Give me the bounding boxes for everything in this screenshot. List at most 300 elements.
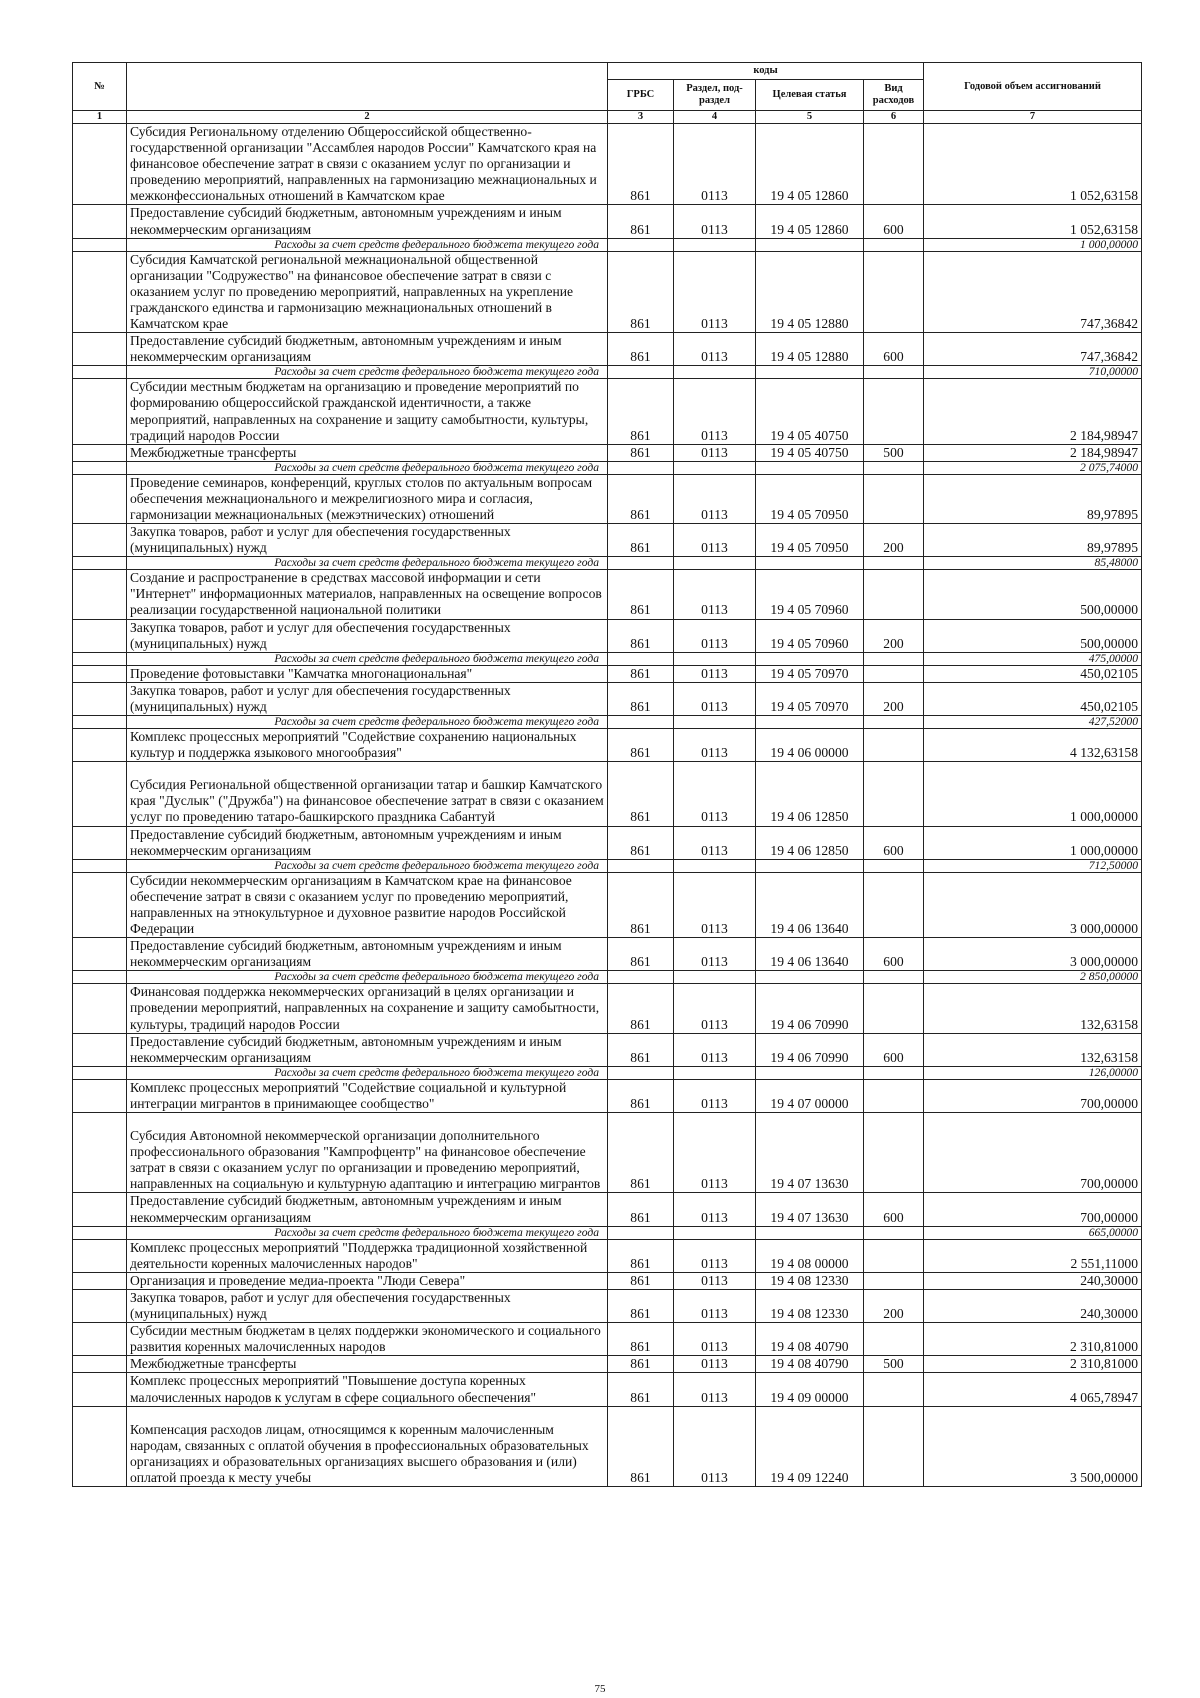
row-name: Расходы за счет средств федерального бюджета текущего года	[127, 859, 608, 872]
row-number-cell	[73, 1406, 127, 1487]
header-num-4: 4	[674, 111, 756, 124]
row-razdel: 0113	[674, 1356, 756, 1373]
row-target-article: 19 4 05 40750	[756, 379, 864, 444]
row-expense-type	[864, 124, 924, 205]
row-razdel: 0113	[674, 205, 756, 238]
row-name: Предоставление субсидий бюджетным, автономным учреждениям и иным некоммерческим организациям	[127, 1193, 608, 1226]
row-amount: 3 000,00000	[924, 938, 1142, 971]
table-row	[73, 251, 1142, 332]
row-target-article: 19 4 09 12240	[756, 1406, 864, 1487]
row-razdel: 0113	[674, 1079, 756, 1112]
row-grbs: 861	[608, 984, 674, 1033]
row-target-article: 19 4 08 00000	[756, 1239, 864, 1272]
federal-funding-row	[73, 859, 1142, 872]
row-razdel: 0113	[674, 333, 756, 366]
row-grbs: 861	[608, 1289, 674, 1322]
row-razdel: 0113	[674, 1239, 756, 1272]
row-grbs: 861	[608, 729, 674, 762]
table-row	[73, 984, 1142, 1033]
table-row	[73, 1033, 1142, 1066]
row-name: Субсидии некоммерческим организациям в Камчатском крае на финансовое обеспечение затрат в связи с оказанием услуг по проведению мероприятий, направленных на этнокультурное и духовное развитие народов Российской Федерации	[127, 872, 608, 937]
row-target-article: 19 4 06 70990	[756, 1033, 864, 1066]
row-razdel	[674, 557, 756, 570]
row-razdel	[674, 1066, 756, 1079]
row-target-article: 19 4 06 13640	[756, 938, 864, 971]
row-amount: 500,00000	[924, 570, 1142, 619]
table-row	[73, 474, 1142, 523]
row-expense-type: 500	[864, 1356, 924, 1373]
row-razdel: 0113	[674, 665, 756, 682]
row-expense-type	[864, 366, 924, 379]
table-row	[73, 826, 1142, 859]
row-expense-type	[864, 1079, 924, 1112]
row-name: Проведение фотовыставки "Камчатка многонациональная"	[127, 665, 608, 682]
row-expense-type	[864, 474, 924, 523]
table-row	[73, 444, 1142, 461]
row-amount: 1 000,00000	[924, 762, 1142, 826]
row-grbs: 861	[608, 938, 674, 971]
row-name: Расходы за счет средств федерального бюджета текущего года	[127, 557, 608, 570]
row-amount: 1 000,00000	[924, 826, 1142, 859]
row-number-cell	[73, 826, 127, 859]
row-grbs: 861	[608, 762, 674, 826]
row-expense-type: 200	[864, 1289, 924, 1322]
row-grbs: 861	[608, 826, 674, 859]
row-name: Закупка товаров, работ и услуг для обеспечения государственных (муниципальных) нужд	[127, 619, 608, 652]
row-expense-type	[864, 1406, 924, 1487]
row-expense-type: 600	[864, 1033, 924, 1066]
row-grbs: 861	[608, 379, 674, 444]
budget-table	[72, 62, 1142, 1487]
row-razdel: 0113	[674, 379, 756, 444]
federal-funding-row	[73, 652, 1142, 665]
row-expense-type: 600	[864, 938, 924, 971]
row-number-cell	[73, 1356, 127, 1373]
row-expense-type	[864, 984, 924, 1033]
row-expense-type: 500	[864, 444, 924, 461]
table-row	[73, 124, 1142, 205]
row-number-cell	[73, 1033, 127, 1066]
row-grbs	[608, 652, 674, 665]
row-expense-type	[864, 1272, 924, 1289]
row-target-article: 19 4 05 70970	[756, 682, 864, 715]
row-grbs: 861	[608, 1112, 674, 1193]
row-amount: 1 052,63158	[924, 205, 1142, 238]
table-row	[73, 1193, 1142, 1226]
row-target-article: 19 4 05 12880	[756, 251, 864, 332]
row-razdel	[674, 859, 756, 872]
row-grbs	[608, 461, 674, 474]
row-target-article: 19 4 08 40790	[756, 1356, 864, 1373]
table-row	[73, 1323, 1142, 1356]
table-row	[73, 1289, 1142, 1322]
table-row	[73, 1406, 1142, 1487]
row-number-cell	[73, 1079, 127, 1112]
row-razdel: 0113	[674, 1272, 756, 1289]
row-grbs: 861	[608, 524, 674, 557]
row-target-article	[756, 1066, 864, 1079]
row-name: Субсидии местным бюджетам на организацию и проведение мероприятий по формированию общероссийской гражданской идентичности, а также мероприятий, направленных на сохранение и защиту самобытности, культуры, традиций народов России	[127, 379, 608, 444]
row-razdel: 0113	[674, 570, 756, 619]
row-target-article: 19 4 06 00000	[756, 729, 864, 762]
row-razdel: 0113	[674, 474, 756, 523]
table-row	[73, 682, 1142, 715]
row-razdel: 0113	[674, 938, 756, 971]
row-name: Финансовая поддержка некоммерческих организаций в целях организации и проведении мероприятий, направленных на сохранение и защиту самобытности, культуры, традиций народов России	[127, 984, 608, 1033]
row-razdel	[674, 652, 756, 665]
row-number-cell	[73, 971, 127, 984]
federal-funding-row	[73, 238, 1142, 251]
row-number-cell	[73, 652, 127, 665]
row-number-cell	[73, 524, 127, 557]
row-amount: 4 065,78947	[924, 1373, 1142, 1406]
row-number-cell	[73, 1066, 127, 1079]
row-name: Субсидия Автономной некоммерческой организации дополнительного профессионального образования "Кампрофцентр" на финансовое обеспечение затрат в связи с оказанием услуг по организации и проведению мероприятий, направленных на социальную и культурную адаптацию и интеграцию мигрантов	[127, 1112, 608, 1193]
row-expense-type	[864, 570, 924, 619]
row-name: Расходы за счет средств федерального бюджета текущего года	[127, 1066, 608, 1079]
header-num-5: 5	[756, 111, 864, 124]
row-number-cell	[73, 1226, 127, 1239]
row-grbs	[608, 971, 674, 984]
row-amount: 665,00000	[924, 1226, 1142, 1239]
row-target-article	[756, 652, 864, 665]
row-razdel: 0113	[674, 984, 756, 1033]
table-row	[73, 1373, 1142, 1406]
row-target-article: 19 4 08 12330	[756, 1272, 864, 1289]
row-target-article	[756, 557, 864, 570]
row-expense-type	[864, 251, 924, 332]
table-row	[73, 379, 1142, 444]
row-number-cell	[73, 379, 127, 444]
row-grbs: 861	[608, 1239, 674, 1272]
row-expense-type	[864, 557, 924, 570]
row-name: Межбюджетные трансферты	[127, 444, 608, 461]
row-grbs: 861	[608, 251, 674, 332]
row-number-cell	[73, 762, 127, 826]
row-target-article	[756, 1226, 864, 1239]
row-expense-type	[864, 1373, 924, 1406]
row-grbs: 861	[608, 444, 674, 461]
row-expense-type	[864, 665, 924, 682]
header-num-3: 3	[608, 111, 674, 124]
row-target-article: 19 4 05 70960	[756, 570, 864, 619]
row-amount: 747,36842	[924, 251, 1142, 332]
row-razdel: 0113	[674, 682, 756, 715]
row-number-cell	[73, 570, 127, 619]
row-target-article: 19 4 05 12860	[756, 205, 864, 238]
row-amount: 85,48000	[924, 557, 1142, 570]
row-amount: 450,02105	[924, 665, 1142, 682]
table-row	[73, 1112, 1142, 1193]
row-expense-type: 200	[864, 682, 924, 715]
row-target-article: 19 4 06 70990	[756, 984, 864, 1033]
row-amount: 2 310,81000	[924, 1356, 1142, 1373]
row-name: Субсидия Камчатской региональной межнациональной общественной организации "Содружество" на финансовое обеспечение затрат в связи с оказанием услуг по проведению мероприятий, направленных на укрепление гражданского единства и гармонизацию межнациональных отношений в Камчатском крае	[127, 251, 608, 332]
row-number-cell	[73, 859, 127, 872]
row-target-article: 19 4 05 70950	[756, 524, 864, 557]
row-expense-type: 600	[864, 333, 924, 366]
row-grbs	[608, 1226, 674, 1239]
row-razdel: 0113	[674, 1373, 756, 1406]
row-expense-type	[864, 1226, 924, 1239]
row-target-article: 19 4 08 40790	[756, 1323, 864, 1356]
row-razdel: 0113	[674, 729, 756, 762]
row-amount: 747,36842	[924, 333, 1142, 366]
row-razdel	[674, 971, 756, 984]
row-amount: 1 000,00000	[924, 238, 1142, 251]
header-no: №	[73, 63, 127, 111]
header-num-2: 2	[127, 111, 608, 124]
row-amount: 427,52000	[924, 716, 1142, 729]
row-amount: 2 075,74000	[924, 461, 1142, 474]
row-number-cell	[73, 984, 127, 1033]
row-grbs	[608, 1066, 674, 1079]
row-target-article: 19 4 05 40750	[756, 444, 864, 461]
table-row	[73, 524, 1142, 557]
row-razdel: 0113	[674, 1112, 756, 1193]
row-number-cell	[73, 665, 127, 682]
row-name: Расходы за счет средств федерального бюджета текущего года	[127, 1226, 608, 1239]
row-grbs: 861	[608, 333, 674, 366]
header-name	[127, 63, 608, 111]
row-razdel: 0113	[674, 251, 756, 332]
row-expense-type	[864, 762, 924, 826]
table-row	[73, 1239, 1142, 1272]
row-number-cell	[73, 1239, 127, 1272]
table-body	[73, 124, 1142, 1487]
row-name: Расходы за счет средств федерального бюджета текущего года	[127, 716, 608, 729]
federal-funding-row	[73, 366, 1142, 379]
table-row	[73, 333, 1142, 366]
row-number-cell	[73, 729, 127, 762]
row-number-cell	[73, 1323, 127, 1356]
table-row	[73, 729, 1142, 762]
row-target-article: 19 4 05 12860	[756, 124, 864, 205]
row-grbs: 861	[608, 872, 674, 937]
row-amount: 700,00000	[924, 1079, 1142, 1112]
row-amount: 700,00000	[924, 1112, 1142, 1193]
row-expense-type: 200	[864, 619, 924, 652]
row-razdel: 0113	[674, 826, 756, 859]
row-number-cell	[73, 251, 127, 332]
header-cst: Целевая статья	[756, 80, 864, 111]
row-amount: 126,00000	[924, 1066, 1142, 1079]
row-number-cell	[73, 444, 127, 461]
row-number-cell	[73, 682, 127, 715]
row-expense-type	[864, 971, 924, 984]
row-amount: 2 310,81000	[924, 1323, 1142, 1356]
row-amount: 4 132,63158	[924, 729, 1142, 762]
row-amount: 3 000,00000	[924, 872, 1142, 937]
row-target-article: 19 4 07 13630	[756, 1112, 864, 1193]
page-number: 75	[594, 1683, 606, 1695]
row-expense-type	[864, 461, 924, 474]
row-amount: 89,97895	[924, 474, 1142, 523]
row-number-cell	[73, 333, 127, 366]
table-row	[73, 1079, 1142, 1112]
row-expense-type	[864, 652, 924, 665]
row-amount: 3 500,00000	[924, 1406, 1142, 1487]
row-grbs: 861	[608, 619, 674, 652]
row-razdel	[674, 461, 756, 474]
row-number-cell	[73, 205, 127, 238]
row-grbs	[608, 238, 674, 251]
table-row	[73, 619, 1142, 652]
row-name: Предоставление субсидий бюджетным, автономным учреждениям и иным некоммерческим организациям	[127, 826, 608, 859]
row-target-article: 19 4 05 12880	[756, 333, 864, 366]
row-amount: 132,63158	[924, 1033, 1142, 1066]
row-expense-type	[864, 1066, 924, 1079]
row-amount: 2 184,98947	[924, 444, 1142, 461]
row-name: Закупка товаров, работ и услуг для обеспечения государственных (муниципальных) нужд	[127, 524, 608, 557]
row-target-article: 19 4 08 12330	[756, 1289, 864, 1322]
row-number-cell	[73, 124, 127, 205]
row-name: Предоставление субсидий бюджетным, автономным учреждениям и иным некоммерческим организациям	[127, 333, 608, 366]
row-expense-type	[864, 859, 924, 872]
row-name: Предоставление субсидий бюджетным, автономным учреждениям и иным некоммерческим организациям	[127, 1033, 608, 1066]
row-name: Предоставление субсидий бюджетным, автономным учреждениям и иным некоммерческим организациям	[127, 205, 608, 238]
table-row	[73, 938, 1142, 971]
federal-funding-row	[73, 716, 1142, 729]
table-row	[73, 570, 1142, 619]
row-number-cell	[73, 474, 127, 523]
header-vid: Вид расходов	[864, 80, 924, 111]
row-name: Расходы за счет средств федерального бюджета текущего года	[127, 238, 608, 251]
row-name: Закупка товаров, работ и услуг для обеспечения государственных (муниципальных) нужд	[127, 1289, 608, 1322]
header-amount: Годовой объем ассигнований	[924, 63, 1142, 111]
row-number-cell	[73, 238, 127, 251]
row-target-article: 19 4 05 70970	[756, 665, 864, 682]
row-amount: 450,02105	[924, 682, 1142, 715]
row-target-article: 19 4 06 12850	[756, 826, 864, 859]
row-expense-type: 600	[864, 205, 924, 238]
row-amount: 1 052,63158	[924, 124, 1142, 205]
row-razdel: 0113	[674, 1289, 756, 1322]
row-number-cell	[73, 872, 127, 937]
row-number-cell	[73, 619, 127, 652]
row-razdel: 0113	[674, 1406, 756, 1487]
row-amount: 712,50000	[924, 859, 1142, 872]
row-grbs: 861	[608, 570, 674, 619]
row-name: Создание и распространение в средствах массовой информации и сети "Интернет" информационных материалов, направленных на освещение вопросов реализации государственной национальной политики	[127, 570, 608, 619]
row-grbs: 861	[608, 205, 674, 238]
row-razdel: 0113	[674, 872, 756, 937]
row-amount: 710,00000	[924, 366, 1142, 379]
row-grbs: 861	[608, 1373, 674, 1406]
row-target-article	[756, 461, 864, 474]
row-amount: 89,97895	[924, 524, 1142, 557]
row-number-cell	[73, 716, 127, 729]
row-grbs	[608, 859, 674, 872]
row-grbs: 861	[608, 665, 674, 682]
header-num-6: 6	[864, 111, 924, 124]
row-name: Закупка товаров, работ и услуг для обеспечения государственных (муниципальных) нужд	[127, 682, 608, 715]
row-amount: 2 184,98947	[924, 379, 1142, 444]
row-target-article	[756, 971, 864, 984]
row-razdel	[674, 238, 756, 251]
row-target-article: 19 4 05 70960	[756, 619, 864, 652]
row-grbs: 861	[608, 1193, 674, 1226]
row-name: Субсидии местным бюджетам в целях поддержки экономического и социального развития коренных малочисленных народов	[127, 1323, 608, 1356]
row-grbs: 861	[608, 124, 674, 205]
row-grbs: 861	[608, 1033, 674, 1066]
table-row	[73, 872, 1142, 937]
row-name: Комплекс процессных мероприятий "Содействие сохранению национальных культур и поддержка языкового многообразия"	[127, 729, 608, 762]
row-number-cell	[73, 461, 127, 474]
row-amount: 132,63158	[924, 984, 1142, 1033]
table-row	[73, 762, 1142, 826]
row-target-article: 19 4 05 70950	[756, 474, 864, 523]
row-target-article	[756, 716, 864, 729]
row-number-cell	[73, 1112, 127, 1193]
row-razdel	[674, 716, 756, 729]
row-razdel: 0113	[674, 1033, 756, 1066]
table-row	[73, 665, 1142, 682]
header-num-7: 7	[924, 111, 1142, 124]
row-number-cell	[73, 366, 127, 379]
row-expense-type	[864, 379, 924, 444]
row-expense-type	[864, 729, 924, 762]
row-razdel	[674, 1226, 756, 1239]
row-grbs: 861	[608, 1323, 674, 1356]
row-name: Комплекс процессных мероприятий "Содействие социальной и культурной интеграции мигрантов в принимающее сообщество"	[127, 1079, 608, 1112]
row-number-cell	[73, 1289, 127, 1322]
row-grbs: 861	[608, 1406, 674, 1487]
federal-funding-row	[73, 557, 1142, 570]
budget-sheet	[72, 62, 1141, 1487]
row-razdel: 0113	[674, 1323, 756, 1356]
row-name: Расходы за счет средств федерального бюджета текущего года	[127, 366, 608, 379]
row-amount: 2 551,11000	[924, 1239, 1142, 1272]
row-target-article: 19 4 07 00000	[756, 1079, 864, 1112]
row-grbs	[608, 716, 674, 729]
header-razdel: Раздел, под-раздел	[674, 80, 756, 111]
row-amount: 500,00000	[924, 619, 1142, 652]
row-target-article: 19 4 06 13640	[756, 872, 864, 937]
row-name: Субсидия Региональному отделению Общероссийской общественно-государственной организации "Ассамблея народов России" Камчатского края на финансовое обеспечение затрат в связи с оказанием услуг по организации и проведению мероприятий, направленных на гармонизацию межнациональных и межконфессиональных отношений в Камчатском крае	[127, 124, 608, 205]
row-name: Комплекс процессных мероприятий "Поддержка традиционной хозяйственной деятельности коренных малочисленных народов"	[127, 1239, 608, 1272]
row-expense-type: 600	[864, 826, 924, 859]
federal-funding-row	[73, 971, 1142, 984]
row-name: Проведение семинаров, конференций, круглых столов по актуальным вопросам обеспечения межнационального и межрелигиозного мира и согласия, гармонизации межнациональных (межэтнических) отношений	[127, 474, 608, 523]
row-amount: 240,30000	[924, 1272, 1142, 1289]
row-name: Предоставление субсидий бюджетным, автономным учреждениям и иным некоммерческим организациям	[127, 938, 608, 971]
federal-funding-row	[73, 1066, 1142, 1079]
row-amount: 475,00000	[924, 652, 1142, 665]
header-num-1: 1	[73, 111, 127, 124]
row-razdel: 0113	[674, 124, 756, 205]
row-razdel: 0113	[674, 524, 756, 557]
table-row	[73, 1272, 1142, 1289]
row-razdel: 0113	[674, 762, 756, 826]
row-grbs: 861	[608, 474, 674, 523]
row-razdel: 0113	[674, 444, 756, 461]
row-grbs: 861	[608, 1356, 674, 1373]
header-codes: коды	[608, 63, 924, 80]
row-name: Комплекс процессных мероприятий "Повышение доступа коренных малочисленных народов к услугам в сфере социального обеспечения"	[127, 1373, 608, 1406]
row-name: Организация и проведение медиа-проекта "Люди Севера"	[127, 1272, 608, 1289]
row-name: Расходы за счет средств федерального бюджета текущего года	[127, 652, 608, 665]
row-target-article	[756, 859, 864, 872]
row-grbs	[608, 557, 674, 570]
row-grbs: 861	[608, 1272, 674, 1289]
row-name: Расходы за счет средств федерального бюджета текущего года	[127, 461, 608, 474]
row-name: Субсидия Региональной общественной организации татар и башкир Камчатского края "Дуслык" ("Дружба") на финансовое обеспечение затрат в связи с оказанием услуг по проведению татаро-башкирского праздника Сабантуй	[127, 762, 608, 826]
row-target-article: 19 4 07 13630	[756, 1193, 864, 1226]
table-row	[73, 1356, 1142, 1373]
row-grbs: 861	[608, 1079, 674, 1112]
row-grbs	[608, 366, 674, 379]
